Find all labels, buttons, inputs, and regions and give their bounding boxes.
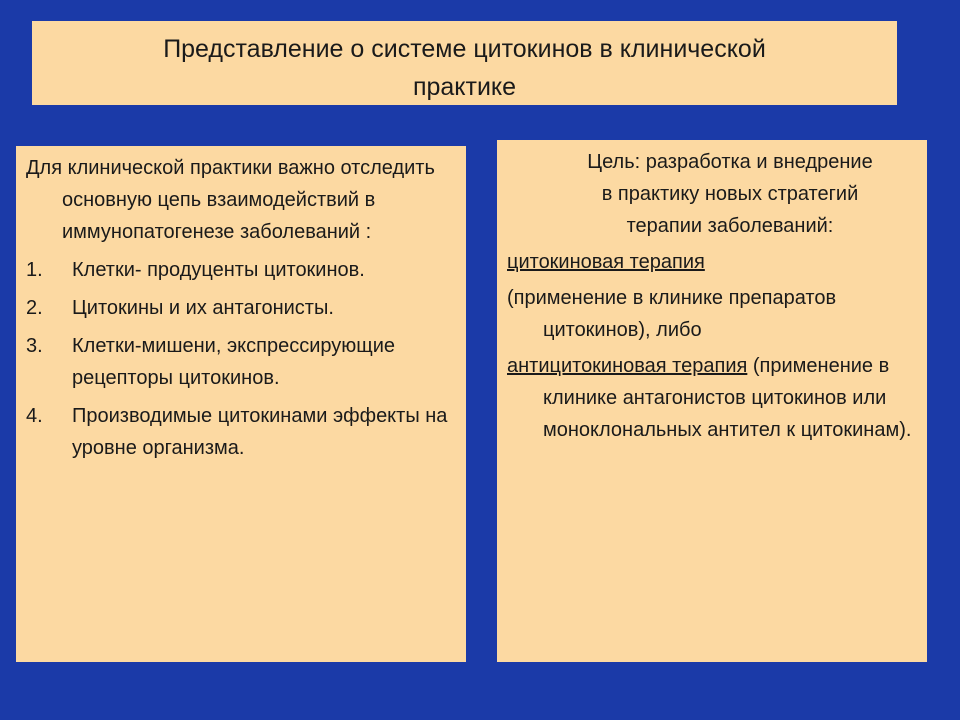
list-item-text: Клетки-мишени, экспрессирующие рецепторы цитокинов. (72, 335, 396, 389)
list-item-text: Производимые цитокинами эффекты на уровне организма. (72, 405, 448, 459)
list-item (26, 292, 452, 324)
title-line-2: практике (412, 73, 517, 101)
therapy-1-description: (применение в клинике препаратов цитокинов), либо (507, 287, 837, 341)
left-panel (16, 146, 466, 662)
list-item (26, 330, 452, 394)
goal-line-2: в практику новых стратегий (601, 183, 859, 205)
slide-title (32, 21, 897, 105)
list-item-number: 3. (26, 335, 43, 357)
therapy-2-description: (применение в клинике антагонистов цитокинов или моноклональных антител к цитокинам). (543, 355, 912, 441)
list-item (26, 400, 452, 464)
right-panel (497, 140, 927, 662)
list-item-number: 4. (26, 405, 43, 427)
list-item-text: Цитокины и их антагонисты. (72, 297, 334, 319)
list-item-number: 2. (26, 297, 43, 319)
therapy-2-block (507, 350, 913, 446)
goal-text (507, 146, 913, 242)
goal-line-3: терапии заболеваний: (626, 215, 834, 237)
list-item-text: Клетки- продуценты цитокинов. (72, 259, 365, 281)
left-intro: Для клинической практики важно отследить основную цепь взаимодействий в иммунопатогенезе заболеваний : (26, 157, 435, 243)
goal-line-1: Цель: разработка и внедрение (587, 151, 873, 173)
list-item-number: 1. (26, 259, 43, 281)
therapy-1-heading (507, 246, 913, 278)
therapy-1-label: цитокиновая терапия (507, 251, 705, 273)
list-item (26, 254, 452, 286)
title-line-1: Представление о системе цитокинов в клинической (163, 35, 766, 63)
therapy-2-label: антицитокиновая терапия (507, 355, 748, 377)
